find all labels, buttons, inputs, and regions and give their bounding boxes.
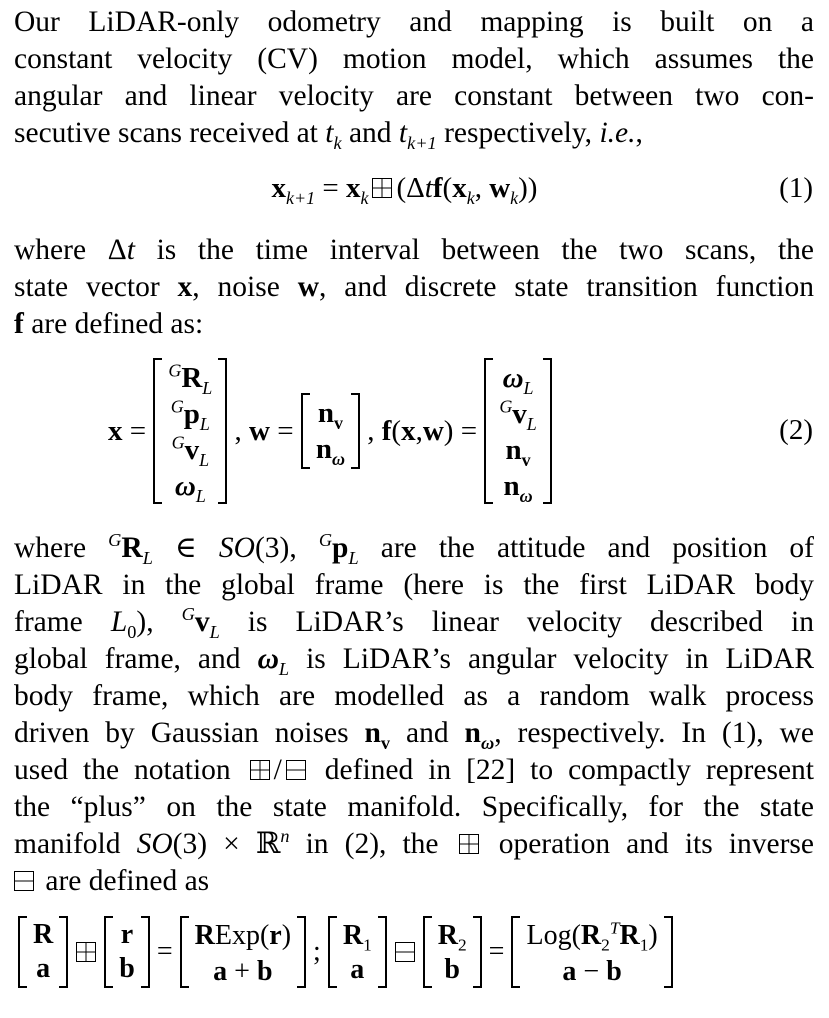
text-line: body frame, which are modelled as a random walk process xyxy=(14,680,814,712)
text-line: used the notation / defined in [22] to compactly represent xyxy=(14,754,814,786)
text-line: driven by Gaussian noises $n_v$ and $n_\omega$, respectively. In (1), we xyxy=(14,717,815,753)
equation-number: (2) xyxy=(779,414,813,446)
text-line: angular and linear velocity are constant between two con- xyxy=(14,80,814,112)
text-line: frame $L_0$), $^Gv_L$ is LiDAR’s linear velocity described in xyxy=(14,604,815,642)
text-line: state vector x, noise w, and discrete state transition function xyxy=(14,271,814,303)
text-line: where $^GR_L$ ∈ SO(3), $^Gp_L$ are the attitude and position of xyxy=(14,530,814,568)
boxplus-icon xyxy=(372,178,392,198)
equation-1-body: $x_{k+1} = x_k$ ($\Delta tf(x_k$, $w_k$)) xyxy=(271,172,538,208)
noise-vector-matrix: $n_v$ $n_\omega$ xyxy=(301,393,360,469)
boxplus-icon xyxy=(76,942,96,962)
paragraph-explanation xyxy=(14,530,814,900)
paragraph-definitions xyxy=(14,232,814,343)
equation-1 xyxy=(0,172,829,208)
boxplus-icon xyxy=(250,760,270,780)
equation-2 xyxy=(0,356,829,506)
text-line: are defined as xyxy=(14,863,814,900)
boxplus-icon xyxy=(459,834,479,854)
text-line: constant velocity (CV) motion model, which assumes the xyxy=(14,43,814,75)
state-vector-matrix: $^GR_L$ $^Gp_L$ $^Gv_L$ $\omega_L$ xyxy=(153,358,227,504)
equation-3 xyxy=(0,912,829,992)
boxminus-icon xyxy=(286,760,306,780)
text-line: manifold SO(3) × ℝ$^n$ in (2), the operation and its inverse xyxy=(14,826,814,860)
text-line: LiDAR in the global frame (here is the first LiDAR body xyxy=(14,569,814,601)
text-line: global frame, and $\omega_L$ is LiDAR’s angular velocity in LiDAR xyxy=(14,643,814,679)
paragraph-intro xyxy=(14,4,814,152)
transition-function-matrix: $\omega_L$ $^Gv_L$ $n_v$ $n_\omega$ xyxy=(484,358,551,504)
text-line: Our LiDAR-only odometry and mapping is built on a xyxy=(14,6,814,38)
equation-3-body: R a r b = RExp(r) a + b ; $R_1$ a $R_2$ b = $Log(R_2^TR_1)$ a − b xyxy=(18,912,673,992)
text-line: the “plus” on the state manifold. Specifically, for the state xyxy=(14,791,814,823)
boxminus-icon xyxy=(14,871,34,891)
text-line: where Δt is the time interval between the two scans, the xyxy=(14,234,814,266)
text-line: secutive scans received at $t_k$ and $t_{k+1}$ respectively, i.e., xyxy=(14,117,643,153)
equation-number: (1) xyxy=(779,172,813,204)
equation-2-body: x = $^GR_L$ $^Gp_L$ $^Gv_L$ $\omega_L$ , w = $n_v$ $n_\omega$ , f ( x , w ) = $\omega_L$ $^Gv_L$ $n_v$ $n_\omega$ xyxy=(108,356,552,506)
boxminus-icon xyxy=(395,942,415,962)
text-line: f are defined as: xyxy=(14,308,204,340)
